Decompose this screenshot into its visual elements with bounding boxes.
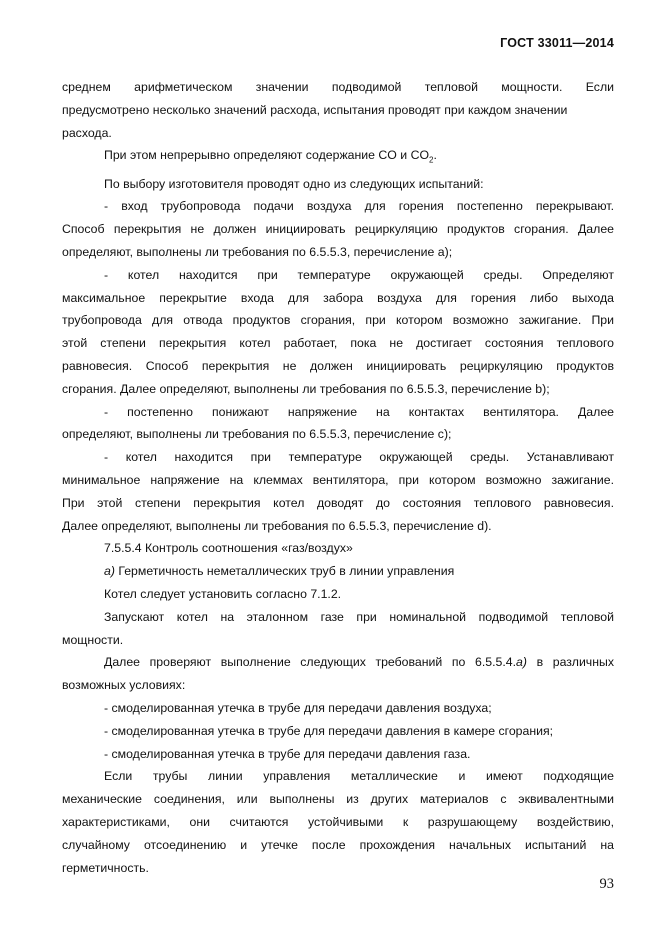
paragraph-test-3: - постепенно понижают напряжение на контактах вентилятора. Далее определяют, выполнены ли требования по 6.5.5.3, перечисление с); xyxy=(62,404,614,442)
paragraph-power: среднем арифметическом значении подводимой тепловой мощности. Если предусмотрено несколько значений расхода, испытания проводят при каждом значении расхода. xyxy=(62,80,614,140)
paragraph-start-boiler: Запускают котел на эталонном газе при номинальной подводимой тепловой мощности. xyxy=(62,609,614,647)
paragraph-choice: По выбору изготовителя проводят одно из следующих испытаний: xyxy=(104,176,484,191)
paragraph-test-1: - вход трубопровода подачи воздуха для горения постепенно перекрывают. Способ перекрытия не должен инициировать рециркуляцию продуктов сгорания. Далее определяют, выполнены ли требования по 6.5.5.3, перечисление а); xyxy=(62,199,614,260)
paragraph-co-measure: При этом непрерывно определяют содержание CO и $CO_2$. xyxy=(104,148,437,165)
document-header: ГОСТ 33011—2014 xyxy=(500,36,614,50)
list-item-air-leak: - смоделированная утечка в трубе для передачи давления воздуха; xyxy=(104,700,492,715)
paragraph-test-2: - котел находится при температуре окружающей среды. Определяют максимальное перекрытие входа для забора воздуха для горения либо выхода трубопровода для отвода продуктов сгорания, при котором возможно зажигание. При этой степени перекрытия котел работает, пока не достигает состояния теплового равновесия. Способ перекрытия не должен инициировать рециркуляцию продуктов сгорания. Далее определяют, выполнены ли требования по 6.5.5.3, перечисление b); xyxy=(62,267,614,396)
paragraph-metal-pipes: Если трубы линии управления металлические и имеют подходящие механические соединения, или выполнены из других материалов с эквивалентными характеристиками, они считаются устойчивыми к разрушающему воздействию, случайному отсоединению и утечке после прохождения начальных испытаний на герметичность. xyxy=(62,769,614,875)
list-item-gas-leak: - смоделированная утечка в трубе для передачи давления газа. xyxy=(104,746,471,761)
paragraph-check-requirements: Далее проверяют выполнение следующих требований по 6.5.5.4.а) в различных возможных условиях: xyxy=(62,655,614,693)
page-body xyxy=(62,76,614,879)
paragraph-installation: Котел следует установить согласно 7.1.2. xyxy=(104,586,342,601)
section-heading-7-5-5-4: 7.5.5.4 Контроль соотношения «газ/воздух» xyxy=(104,541,353,556)
paragraph-test-4: - котел находится при температуре окружающей среды. Устанавливают минимальное напряжение на клеммах вентилятора, при котором возможно зажигание. При этой степени перекрытия котел доводят до состояния теплового равновесия. Далее определяют, выполнены ли требования по 6.5.5.3, перечисление d). xyxy=(62,450,614,533)
subsection-a-heading: a) Герметичность неметаллических труб в линии управления xyxy=(104,564,455,579)
page-number: 93 xyxy=(599,876,614,892)
list-item-chamber-leak: - смоделированная утечка в трубе для передачи давления в камере сгорания; xyxy=(104,723,554,738)
